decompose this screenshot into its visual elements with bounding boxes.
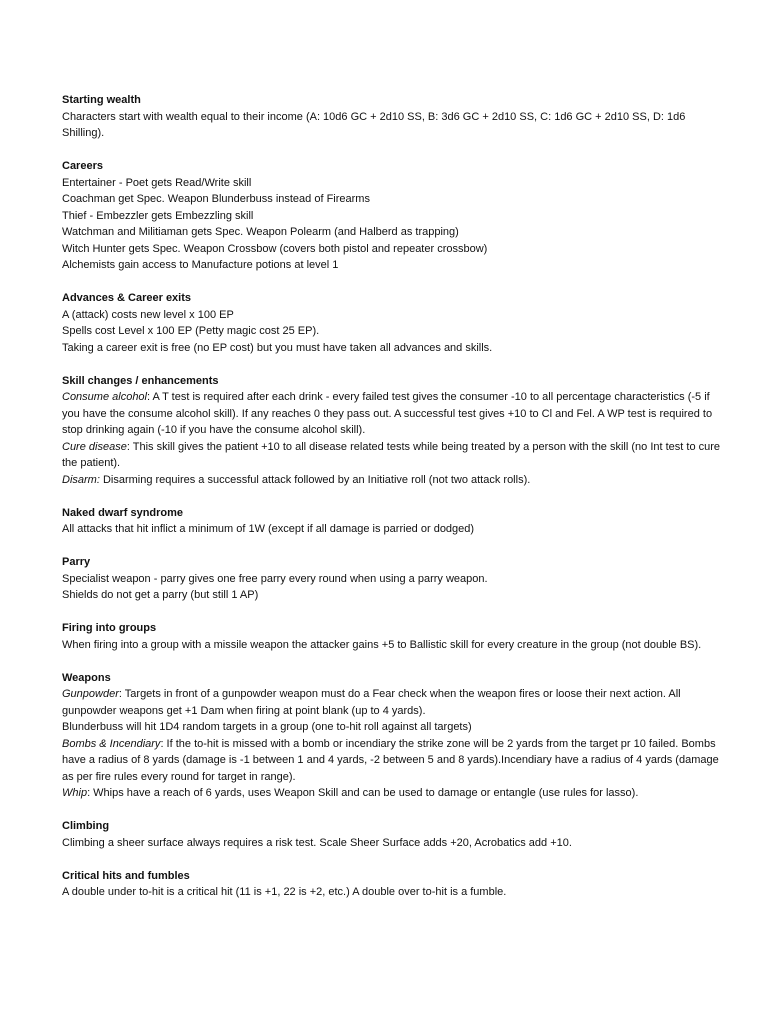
- section: [62, 620, 728, 653]
- paragraph: [62, 785, 728, 802]
- paragraph-text: Thief - Embezzler gets Embezzling skill: [62, 209, 254, 222]
- paragraph: [62, 686, 728, 719]
- paragraph-text: All attacks that hit inflict a minimum of 1W (except if all damage is parried or dodged): [62, 523, 475, 535]
- paragraph-text: A (attack) costs new level x 100 EP: [62, 308, 234, 321]
- section: [62, 505, 728, 538]
- term-label: Bombs & Incendiary: [62, 737, 161, 750]
- paragraph: [62, 241, 728, 258]
- term-label: Cure disease: [62, 440, 127, 453]
- section: [62, 554, 728, 604]
- section-heading: Advances & Career exits: [62, 292, 192, 304]
- paragraph: [62, 521, 728, 538]
- paragraph-text: Characters start with wealth equal to their income (A: 10d6 GC + 2d10 SS, B: 3d6 GC + 2d10 SS, C: 1d6 GC + 2d10 SS, D: 1d6 Shilling).: [62, 110, 686, 139]
- term-label: Gunpowder: [62, 688, 119, 700]
- paragraph: [62, 835, 728, 852]
- paragraph: [62, 884, 728, 901]
- paragraph-text: Taking a career exit is free (no EP cost) but you must have taken all advances and skills.: [62, 341, 493, 354]
- paragraph: [62, 208, 728, 225]
- paragraph: [62, 472, 728, 489]
- paragraph: [62, 637, 728, 654]
- section-heading: Climbing: [62, 820, 110, 832]
- paragraph-text: : Targets in front of a gunpowder weapon must do a Fear check when the weapon fires or loose their next action. All gunpowder weapons get +1 Dam when firing at point blank (up to 4 yards).: [62, 688, 681, 717]
- section-heading: Careers: [62, 160, 103, 172]
- paragraph-text: Shields do not get a parry (but still 1 AP): [62, 589, 259, 601]
- term-label: Consume alcohol: [62, 391, 147, 403]
- term-label: Disarm:: [62, 473, 100, 486]
- paragraph: [62, 389, 728, 439]
- paragraph-text: Disarming requires a successful attack followed by an Initiative roll (not two attack rolls).: [99, 473, 531, 486]
- paragraph-text: Spells cost Level x 100 EP (Petty magic cost 25 EP).: [62, 325, 320, 337]
- paragraph: [62, 719, 728, 736]
- section: [62, 818, 728, 851]
- section: [62, 158, 728, 274]
- paragraph: [62, 340, 728, 357]
- paragraph: [62, 191, 728, 208]
- paragraph-text: : If the to-hit is missed with a bomb or incendiary the strike zone will be 2 yards from the target pr 10 failed. Bombs have a radius of 8 yards (damage is -1 between 1 and 4 yards, -2 between 5 and 8 yards).Incendiary have a radius of 4 yards (damage as per fire rules every round for target in range).: [62, 737, 719, 783]
- section: [62, 373, 728, 489]
- paragraph-text: : Whips have a reach of 6 yards, uses Weapon Skill and can be used to damage or entangle (use rules for lasso).: [87, 787, 639, 799]
- paragraph: [62, 257, 728, 274]
- paragraph-text: Watchman and Militiaman gets Spec. Weapon Polearm (and Halberd as trapping): [62, 226, 459, 238]
- paragraph-text: Alchemists gain access to Manufacture potions at level 1: [62, 259, 339, 271]
- paragraph: [62, 571, 728, 588]
- section: [62, 868, 728, 901]
- section-heading: Parry: [62, 556, 91, 568]
- paragraph: [62, 175, 728, 192]
- paragraph-text: : A T test is required after each drink - every failed test gives the consumer -10 to all percentage characteristics (-5 if you have the consume alcohol skill). If any reaches 0 they pass out. A successful test gives +10 to Cl and Fel. A WP test is required to stop drinking again (-10 if you have the consume alcohol skill).: [62, 391, 713, 436]
- paragraph-text: Specialist weapon - parry gives one free parry every round when using a parry weapon.: [62, 572, 488, 585]
- paragraph-text: Blunderbuss will hit 1D4 random targets in a group (one to-hit roll against all targets): [62, 721, 472, 733]
- section-heading: Firing into groups: [62, 622, 157, 634]
- paragraph: [62, 109, 728, 142]
- paragraph-text: When firing into a group with a missile weapon the attacker gains +5 to Ballistic skill for every creature in the group (not double BS).: [62, 638, 702, 651]
- paragraph-text: Entertainer - Poet gets Read/Write skill: [62, 176, 252, 189]
- section: [62, 92, 728, 142]
- paragraph-text: Coachman get Spec. Weapon Blunderbuss instead of Firearms: [62, 193, 370, 205]
- paragraph-text: A double under to-hit is a critical hit (11 is +1, 22 is +2, etc.) A double over to-hit is a fumble.: [62, 886, 507, 898]
- section-heading: Weapons: [62, 671, 111, 684]
- section-heading: Naked dwarf syndrome: [62, 506, 184, 519]
- section-heading: Starting wealth: [62, 94, 141, 106]
- paragraph: [62, 323, 728, 340]
- paragraph-text: Witch Hunter gets Spec. Weapon Crossbow (covers both pistol and repeater crossbow): [62, 242, 488, 255]
- section-heading: Critical hits and fumbles: [62, 869, 190, 882]
- term-label: Whip: [62, 787, 88, 799]
- paragraph: [62, 587, 728, 604]
- paragraph-text: Climbing a sheer surface always requires a risk test. Scale Sheer Surface adds +20, Acrobatics add +10.: [62, 836, 572, 849]
- paragraph: [62, 439, 728, 472]
- paragraph-text: : This skill gives the patient +10 to all disease related tests while being treated by a person with the skill (no Int test to cure the patient).: [62, 440, 721, 469]
- section-heading: Skill changes / enhancements: [62, 374, 219, 387]
- paragraph: [62, 224, 728, 241]
- section: [62, 670, 728, 802]
- section: [62, 290, 728, 356]
- paragraph: [62, 736, 728, 786]
- paragraph: [62, 307, 728, 324]
